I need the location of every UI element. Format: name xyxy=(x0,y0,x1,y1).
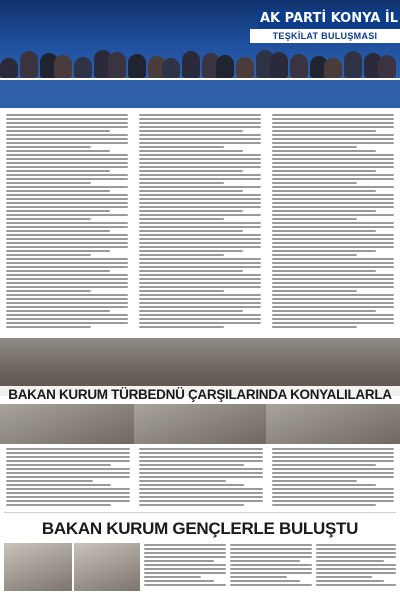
text-line-placeholder xyxy=(139,242,261,244)
text-line-placeholder xyxy=(230,584,312,586)
article-column-2 xyxy=(139,114,261,330)
text-line-placeholder xyxy=(6,214,128,216)
text-line-placeholder xyxy=(272,174,394,176)
text-line-placeholder xyxy=(230,544,312,546)
text-line-placeholder xyxy=(272,302,394,304)
text-line-placeholder xyxy=(139,178,261,180)
text-line-placeholder xyxy=(6,314,128,316)
text-line-placeholder xyxy=(139,166,261,168)
text-line-placeholder xyxy=(272,234,394,236)
text-line-placeholder xyxy=(139,500,263,502)
text-line-placeholder xyxy=(6,222,128,224)
text-line-placeholder xyxy=(144,584,226,586)
text-line-placeholder xyxy=(139,182,224,184)
bazaar-column-1 xyxy=(6,448,130,508)
crowd-silhouettes xyxy=(0,52,400,78)
text-line-placeholder xyxy=(6,234,128,236)
text-line-placeholder xyxy=(139,142,261,144)
article-column-3 xyxy=(272,114,394,330)
text-line-placeholder xyxy=(139,314,261,316)
text-line-placeholder xyxy=(144,556,226,558)
text-line-placeholder xyxy=(6,250,110,252)
text-line-placeholder xyxy=(139,238,261,240)
text-line-placeholder xyxy=(6,290,91,292)
text-line-placeholder xyxy=(144,560,214,562)
text-line-placeholder xyxy=(139,318,261,320)
person-silhouette xyxy=(236,57,254,78)
text-line-placeholder xyxy=(272,270,376,272)
text-line-placeholder xyxy=(139,134,261,136)
text-line-placeholder xyxy=(139,322,261,324)
text-line-placeholder xyxy=(272,194,394,196)
lead-deck xyxy=(0,80,400,108)
text-line-placeholder xyxy=(6,194,128,196)
text-line-placeholder xyxy=(144,580,214,582)
text-line-placeholder xyxy=(272,492,394,494)
text-line-placeholder xyxy=(272,210,376,212)
text-line-placeholder xyxy=(139,286,261,288)
text-line-placeholder xyxy=(272,322,394,324)
text-line-placeholder xyxy=(139,476,263,478)
text-line-placeholder xyxy=(316,544,396,546)
text-line-placeholder xyxy=(272,310,376,312)
text-line-placeholder xyxy=(316,584,396,586)
text-line-placeholder xyxy=(139,258,261,260)
text-line-placeholder xyxy=(272,146,357,148)
person-silhouette xyxy=(290,54,308,78)
text-line-placeholder xyxy=(6,182,91,184)
text-line-placeholder xyxy=(139,282,261,284)
text-line-placeholder xyxy=(139,290,224,292)
text-line-placeholder xyxy=(139,234,261,236)
text-line-placeholder xyxy=(6,166,128,168)
text-line-placeholder xyxy=(6,246,128,248)
text-line-placeholder xyxy=(272,230,376,232)
text-line-placeholder xyxy=(6,504,111,506)
text-line-placeholder xyxy=(6,464,111,466)
bazaar-column-3 xyxy=(272,448,394,508)
person-silhouette xyxy=(162,58,180,78)
text-line-placeholder xyxy=(272,222,394,224)
text-line-placeholder xyxy=(272,178,394,180)
text-line-placeholder xyxy=(230,564,312,566)
text-line-placeholder xyxy=(272,182,357,184)
text-line-placeholder xyxy=(6,286,128,288)
text-line-placeholder xyxy=(139,460,263,462)
text-line-placeholder xyxy=(139,310,243,312)
youth-column-3 xyxy=(316,544,396,588)
text-line-placeholder xyxy=(139,262,261,264)
text-line-placeholder xyxy=(230,556,312,558)
text-line-placeholder xyxy=(316,564,396,566)
text-line-placeholder xyxy=(6,448,130,450)
text-line-placeholder xyxy=(6,174,128,176)
text-line-placeholder xyxy=(139,190,243,192)
headline-bazaar: BAKAN KURUM TÜRBEDNÜ ÇARŞILARINDA KONYALILARLA xyxy=(0,386,400,420)
text-line-placeholder xyxy=(272,142,394,144)
text-line-placeholder xyxy=(230,560,300,562)
text-line-placeholder xyxy=(272,496,394,498)
text-line-placeholder xyxy=(139,456,263,458)
text-line-placeholder xyxy=(230,568,312,570)
text-line-placeholder xyxy=(139,122,261,124)
text-line-placeholder xyxy=(139,170,243,172)
text-line-placeholder xyxy=(6,266,128,268)
text-line-placeholder xyxy=(6,254,91,256)
text-line-placeholder xyxy=(272,468,394,470)
text-line-placeholder xyxy=(272,118,394,120)
person-silhouette xyxy=(270,52,288,78)
person-silhouette xyxy=(128,54,146,78)
text-line-placeholder xyxy=(316,560,384,562)
text-line-placeholder xyxy=(6,270,110,272)
text-line-placeholder xyxy=(6,294,128,296)
text-line-placeholder xyxy=(139,214,261,216)
text-line-placeholder xyxy=(272,306,394,308)
text-line-placeholder xyxy=(6,162,128,164)
person-silhouette xyxy=(378,55,396,78)
text-line-placeholder xyxy=(272,274,394,276)
text-line-placeholder xyxy=(139,154,261,156)
text-line-placeholder xyxy=(139,198,261,200)
text-line-placeholder xyxy=(272,266,394,268)
text-line-placeholder xyxy=(6,318,128,320)
text-line-placeholder xyxy=(6,142,128,144)
text-line-placeholder xyxy=(6,190,110,192)
text-line-placeholder xyxy=(272,150,376,152)
text-line-placeholder xyxy=(139,174,261,176)
text-line-placeholder xyxy=(6,302,128,304)
text-line-placeholder xyxy=(272,460,394,462)
text-line-placeholder xyxy=(272,162,394,164)
text-line-placeholder xyxy=(139,150,243,152)
text-line-placeholder xyxy=(272,122,394,124)
text-line-placeholder xyxy=(139,162,261,164)
text-line-placeholder xyxy=(139,496,263,498)
text-line-placeholder xyxy=(6,198,128,200)
text-line-placeholder xyxy=(139,118,261,120)
text-line-placeholder xyxy=(144,564,226,566)
text-line-placeholder xyxy=(230,548,312,550)
text-line-placeholder xyxy=(230,576,287,578)
text-line-placeholder xyxy=(139,158,261,160)
text-line-placeholder xyxy=(6,298,128,300)
text-line-placeholder xyxy=(272,504,376,506)
text-line-placeholder xyxy=(272,154,394,156)
text-line-placeholder xyxy=(6,210,110,212)
text-line-placeholder xyxy=(316,552,396,554)
text-line-placeholder xyxy=(139,226,261,228)
text-line-placeholder xyxy=(272,254,357,256)
person-silhouette xyxy=(74,57,92,78)
text-line-placeholder xyxy=(6,154,128,156)
text-line-placeholder xyxy=(6,472,130,474)
text-line-placeholder xyxy=(6,322,128,324)
text-line-placeholder xyxy=(272,158,394,160)
text-line-placeholder xyxy=(139,270,243,272)
youth-column-1 xyxy=(144,544,226,588)
text-line-placeholder xyxy=(6,130,110,132)
text-line-placeholder xyxy=(272,246,394,248)
text-line-placeholder xyxy=(272,206,394,208)
person-silhouette xyxy=(108,52,126,78)
text-line-placeholder xyxy=(6,488,130,490)
person-silhouette xyxy=(324,58,342,78)
text-line-placeholder xyxy=(139,130,243,132)
text-line-placeholder xyxy=(6,114,128,116)
text-line-placeholder xyxy=(139,464,244,466)
text-line-placeholder xyxy=(139,202,261,204)
text-line-placeholder xyxy=(139,146,224,148)
text-line-placeholder xyxy=(144,552,226,554)
text-line-placeholder xyxy=(272,500,394,502)
text-line-placeholder xyxy=(144,572,226,574)
text-line-placeholder xyxy=(6,206,128,208)
text-line-placeholder xyxy=(230,580,300,582)
text-line-placeholder xyxy=(272,456,394,458)
text-line-placeholder xyxy=(272,286,394,288)
text-line-placeholder xyxy=(272,166,394,168)
text-line-placeholder xyxy=(272,484,376,486)
text-line-placeholder xyxy=(6,202,128,204)
text-line-placeholder xyxy=(139,488,263,490)
person-silhouette xyxy=(344,51,362,78)
text-line-placeholder xyxy=(272,242,394,244)
text-line-placeholder xyxy=(272,258,394,260)
text-line-placeholder xyxy=(139,448,263,450)
person-silhouette xyxy=(216,55,234,78)
text-line-placeholder xyxy=(272,218,357,220)
text-line-placeholder xyxy=(139,294,261,296)
text-line-placeholder xyxy=(6,242,128,244)
text-line-placeholder xyxy=(139,126,261,128)
text-line-placeholder xyxy=(6,218,91,220)
headline-youth: BAKAN KURUM GENÇLERLE BULUŞTU xyxy=(41,519,359,538)
text-line-placeholder xyxy=(272,138,394,140)
text-line-placeholder xyxy=(144,544,226,546)
text-line-placeholder xyxy=(6,460,130,462)
text-line-placeholder xyxy=(139,302,261,304)
text-line-placeholder xyxy=(272,318,394,320)
text-line-placeholder xyxy=(6,282,128,284)
text-line-placeholder xyxy=(272,262,394,264)
text-line-placeholder xyxy=(316,568,396,570)
text-line-placeholder xyxy=(316,556,396,558)
text-line-placeholder xyxy=(6,456,130,458)
text-line-placeholder xyxy=(6,484,111,486)
text-line-placeholder xyxy=(272,476,394,478)
text-line-placeholder xyxy=(230,552,312,554)
text-line-placeholder xyxy=(139,266,261,268)
text-line-placeholder xyxy=(6,500,130,502)
youth-photo-2 xyxy=(74,543,140,591)
person-silhouette xyxy=(0,58,18,78)
text-line-placeholder xyxy=(6,126,128,128)
text-line-placeholder xyxy=(272,448,394,450)
text-line-placeholder xyxy=(139,306,261,308)
text-line-placeholder xyxy=(139,468,263,470)
text-line-placeholder xyxy=(139,452,263,454)
text-line-placeholder xyxy=(6,230,110,232)
text-line-placeholder xyxy=(6,480,93,482)
person-silhouette xyxy=(54,55,72,78)
text-line-placeholder xyxy=(272,226,394,228)
text-line-placeholder xyxy=(6,118,128,120)
text-line-placeholder xyxy=(6,226,128,228)
text-line-placeholder xyxy=(139,230,243,232)
article-column-1 xyxy=(6,114,128,330)
text-line-placeholder xyxy=(272,170,376,172)
text-line-placeholder xyxy=(139,138,261,140)
text-line-placeholder xyxy=(139,222,261,224)
text-line-placeholder xyxy=(6,134,128,136)
text-line-placeholder xyxy=(272,278,394,280)
text-line-placeholder xyxy=(272,214,394,216)
text-line-placeholder xyxy=(144,576,201,578)
text-line-placeholder xyxy=(272,134,394,136)
text-line-placeholder xyxy=(139,254,224,256)
text-line-placeholder xyxy=(316,576,372,578)
text-line-placeholder xyxy=(139,278,261,280)
text-line-placeholder xyxy=(6,278,128,280)
person-silhouette xyxy=(182,51,200,78)
text-line-placeholder xyxy=(6,150,110,152)
text-line-placeholder xyxy=(272,198,394,200)
text-line-placeholder xyxy=(272,294,394,296)
text-line-placeholder xyxy=(6,326,91,328)
text-line-placeholder xyxy=(272,202,394,204)
text-line-placeholder xyxy=(6,468,130,470)
text-line-placeholder xyxy=(272,290,357,292)
section-divider xyxy=(4,512,396,513)
bazaar-photo-right xyxy=(266,404,400,444)
text-line-placeholder xyxy=(272,250,376,252)
text-line-placeholder xyxy=(6,310,110,312)
text-line-placeholder xyxy=(316,548,396,550)
text-line-placeholder xyxy=(6,476,130,478)
text-line-placeholder xyxy=(316,580,384,582)
text-line-placeholder xyxy=(272,488,394,490)
text-line-placeholder xyxy=(272,452,394,454)
text-line-placeholder xyxy=(6,178,128,180)
text-line-placeholder xyxy=(139,186,261,188)
text-line-placeholder xyxy=(6,262,128,264)
text-line-placeholder xyxy=(144,568,226,570)
text-line-placeholder xyxy=(272,126,394,128)
text-line-placeholder xyxy=(272,326,357,328)
text-line-placeholder xyxy=(6,452,130,454)
text-line-placeholder xyxy=(6,146,91,148)
event-banner-subtitle: TEŞKİLAT BULUŞMASI xyxy=(250,29,400,43)
bazaar-column-2 xyxy=(139,448,263,508)
text-line-placeholder xyxy=(6,238,128,240)
text-line-placeholder xyxy=(139,298,261,300)
text-line-placeholder xyxy=(144,548,226,550)
text-line-placeholder xyxy=(6,122,128,124)
text-line-placeholder xyxy=(6,306,128,308)
text-line-placeholder xyxy=(139,206,261,208)
text-line-placeholder xyxy=(6,274,128,276)
text-line-placeholder xyxy=(6,496,130,498)
text-line-placeholder xyxy=(139,218,224,220)
youth-column-2 xyxy=(230,544,312,588)
text-line-placeholder xyxy=(272,114,394,116)
text-line-placeholder xyxy=(230,572,312,574)
bazaar-photo-left xyxy=(0,404,134,444)
text-line-placeholder xyxy=(272,186,394,188)
text-line-placeholder xyxy=(139,480,226,482)
text-line-placeholder xyxy=(272,314,394,316)
person-silhouette xyxy=(20,51,38,78)
text-line-placeholder xyxy=(139,484,244,486)
text-line-placeholder xyxy=(6,138,128,140)
text-line-placeholder xyxy=(6,258,128,260)
text-line-placeholder xyxy=(272,472,394,474)
youth-photo-1 xyxy=(4,543,72,591)
text-line-placeholder xyxy=(139,504,244,506)
text-line-placeholder xyxy=(139,326,224,328)
text-line-placeholder xyxy=(139,472,263,474)
text-line-placeholder xyxy=(6,158,128,160)
text-line-placeholder xyxy=(272,480,357,482)
text-line-placeholder xyxy=(6,492,130,494)
text-line-placeholder xyxy=(272,190,376,192)
text-line-placeholder xyxy=(139,194,261,196)
text-line-placeholder xyxy=(272,464,376,466)
text-line-placeholder xyxy=(139,246,261,248)
text-line-placeholder xyxy=(272,282,394,284)
text-line-placeholder xyxy=(272,298,394,300)
text-line-placeholder xyxy=(139,250,243,252)
text-line-placeholder xyxy=(316,572,396,574)
text-line-placeholder xyxy=(272,130,376,132)
bazaar-photo-center xyxy=(134,404,266,444)
text-line-placeholder xyxy=(139,492,263,494)
text-line-placeholder xyxy=(139,210,243,212)
event-banner-title: AK PARTİ KONYA İL xyxy=(259,11,398,26)
text-line-placeholder xyxy=(139,274,261,276)
text-line-placeholder xyxy=(272,238,394,240)
text-line-placeholder xyxy=(139,114,261,116)
text-line-placeholder xyxy=(6,170,110,172)
text-line-placeholder xyxy=(6,186,128,188)
